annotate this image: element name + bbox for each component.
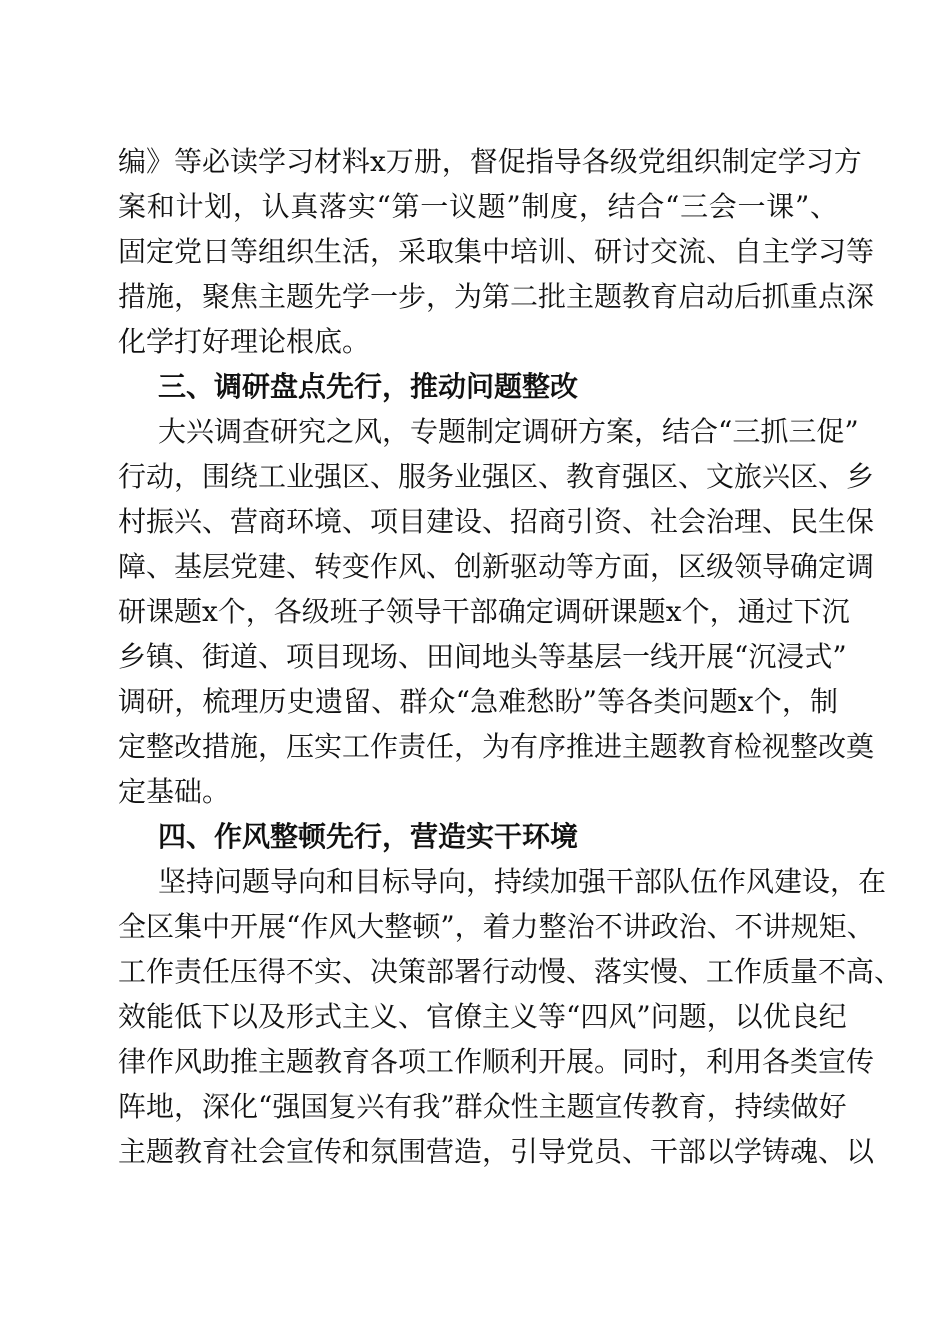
para2-line-3: 村振兴、营商环境、项目建设、招商引资、社会治理、民生保 bbox=[118, 505, 875, 538]
para3-line-3: 工作责任压得不实、决策部署行动慢、落实慢、工作质量不高、 bbox=[118, 955, 903, 988]
para2-line-7: 调研，梳理历史遗留、群众“急难愁盼”等各类问题x个，制 bbox=[118, 685, 838, 718]
para2-line-6: 乡镇、街道、项目现场、田间地头等基层一线开展“沉浸式” bbox=[118, 640, 847, 673]
para1-line-3: 固定党日等组织生活，采取集中培训、研讨交流、自主学习等 bbox=[118, 235, 875, 268]
para1-line-4: 措施，聚焦主题先学一步，为第二批主题教育启动后抓重点深 bbox=[118, 280, 875, 313]
para2-line-5: 研课题x个，各级班子领导干部确定调研课题x个，通过下沉 bbox=[118, 595, 850, 628]
para2-line-4: 障、基层党建、转变作风、创新驱动等方面，区级领导确定调 bbox=[118, 550, 875, 583]
para2-line-2: 行动，围绕工业强区、服务业强区、教育强区、文旅兴区、乡 bbox=[118, 460, 875, 493]
para2-line-8: 定整改措施，压实工作责任，为有序推进主题教育检视整改奠 bbox=[118, 730, 875, 763]
para3-line-5: 律作风助推主题教育各项工作顺利开展。同时，利用各类宣传 bbox=[118, 1045, 875, 1078]
para1-line-2: 案和计划，认真落实“第一议题”制度，结合“三会一课”、 bbox=[118, 190, 838, 223]
para3-line-6: 阵地，深化“强国复兴有我”群众性主题宣传教育，持续做好 bbox=[118, 1090, 847, 1123]
para1-line-5: 化学打好理论根底。 bbox=[118, 325, 371, 358]
section-heading-4: 四、作风整顿先行，营造实干环境 bbox=[158, 820, 579, 853]
para1-line-1: 编》等必读学习材料x万册，督促指导各级党组织制定学习方 bbox=[118, 145, 862, 178]
para3-line-4: 效能低下以及形式主义、官僚主义等“四风”问题，以优良纪 bbox=[118, 1000, 847, 1033]
para3-line-2: 全区集中开展“作风大整顿”，着力整治不讲政治、不讲规矩、 bbox=[118, 910, 875, 943]
para3-line-1: 坚持问题导向和目标导向，持续加强干部队伍作风建设，在 bbox=[158, 865, 887, 898]
para3-line-7: 主题教育社会宣传和氛围营造，引导党员、干部以学铸魂、以 bbox=[118, 1135, 875, 1168]
section-heading-3: 三、调研盘点先行，推动问题整改 bbox=[158, 370, 579, 403]
para2-line-9: 定基础。 bbox=[118, 775, 231, 808]
para2-line-1: 大兴调查研究之风，专题制定调研方案，结合“三抓三促” bbox=[158, 415, 859, 448]
